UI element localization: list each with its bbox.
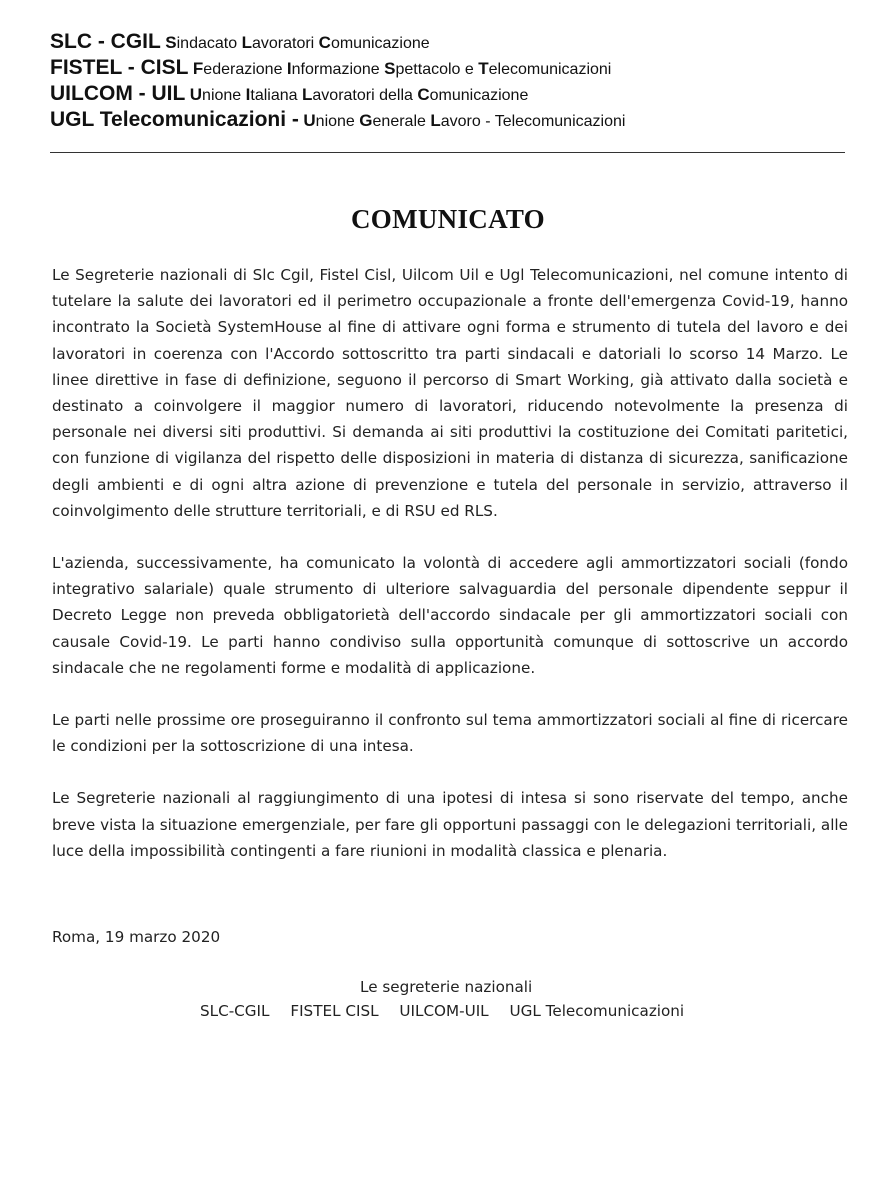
union-full-name: Unione Italiana Lavoratori della Comunicazione xyxy=(189,85,529,104)
body-paragraph: Le Segreterie nazionali di Slc Cgil, Fistel Cisl, Uilcom Uil e Ugl Telecomunicazioni, nel comune intento di tutelare la salute dei lavoratori ed il perimetro occupazionale a fronte dell'emergenza Covid-19, hanno incontrato la Società SystemHouse al fine di attivare ogni forma e strumento di tutela del lavoro e dei lavoratori in coerenza con l'Accordo sottoscritto tra parti sindacali e datoriali lo scorso 14 Marzo. Le linee direttive in fase di definizione, seguono il percorso di Smart Working, già attivato dalla società e destinato a coinvolgere il maggior numero di lavoratori, riducendo notevolmente la presenza di personale nei diversi siti produttivi. Si demanda ai siti produttivi la costituzione dei Comitati paritetici, con funzione di vigilanza del rispetto delle disposizioni in materia di distanza di sicurezza, sanificazione degli ambienti e di ogni altra azione di prevenzione e tutela del personale in servizio, attraverso il coinvolgimento delle strutture territoriali, e di RSU ed RLS. xyxy=(52,266,848,520)
letterhead-line xyxy=(50,30,850,56)
body-paragraph: Le Segreterie nazionali al raggiungimento di una ipotesi di intesa si sono riservate del tempo, anche breve vista la situazione emergenziale, per fare gli opportuni passaggi con le delegazioni territoriali, alle luce della impossibilità contingenti a fare riunioni in modalità classica e plenaria. xyxy=(52,789,848,860)
signature-unions xyxy=(200,1002,700,1020)
signatory-union: UGL Telecomunicazioni xyxy=(509,1002,685,1020)
union-full-name: Sindacato Lavoratori Comunicazione xyxy=(165,33,430,52)
signature-title: Le segreterie nazionali xyxy=(360,978,533,996)
union-acronym: SLC - CGIL xyxy=(50,30,161,53)
place-date: Roma, 19 marzo 2020 xyxy=(52,928,221,946)
union-acronym: FISTEL - CISL xyxy=(50,56,189,79)
letterhead-line xyxy=(50,82,850,108)
letterhead-line xyxy=(50,108,850,134)
union-full-name: Unione Generale Lavoro - Telecomunicazioni xyxy=(303,111,626,130)
document-body xyxy=(52,262,848,890)
union-acronym: UILCOM - UIL xyxy=(50,82,186,105)
signatory-union: FISTEL CISL xyxy=(290,1002,379,1020)
document-title: COMUNICATO xyxy=(350,204,545,234)
union-letterhead xyxy=(50,30,850,134)
header-divider xyxy=(50,152,845,153)
body-paragraph: L'azienda, successivamente, ha comunicato la volontà di accedere agli ammortizzatori sociali (fondo integrativo salariale) quale strumento di ulteriore salvaguardia del personale dipendente seppur il Decreto Legge non preveda obbligatorietà dell'accordo sindacale per gli ammortizzatori sociali con causale Covid-19. Le parti hanno condiviso sulla opportunità comunque di sottoscrive un accordo sindacale che ne regolamenti forme e modalità di applicazione. xyxy=(52,554,848,677)
body-paragraph: Le parti nelle prossime ore proseguiranno il confronto sul tema ammortizzatori sociali al fine di ricercare le condizioni per la sottoscrizione di una intesa. xyxy=(52,711,848,756)
union-acronym: UGL Telecomunicazioni - xyxy=(50,108,299,131)
letterhead-line xyxy=(50,56,850,82)
signatory-union: SLC-CGIL xyxy=(200,1002,270,1020)
signatory-union: UILCOM-UIL xyxy=(399,1002,489,1020)
union-full-name: Federazione Informazione Spettacolo e Telecomunicazioni xyxy=(192,59,612,78)
